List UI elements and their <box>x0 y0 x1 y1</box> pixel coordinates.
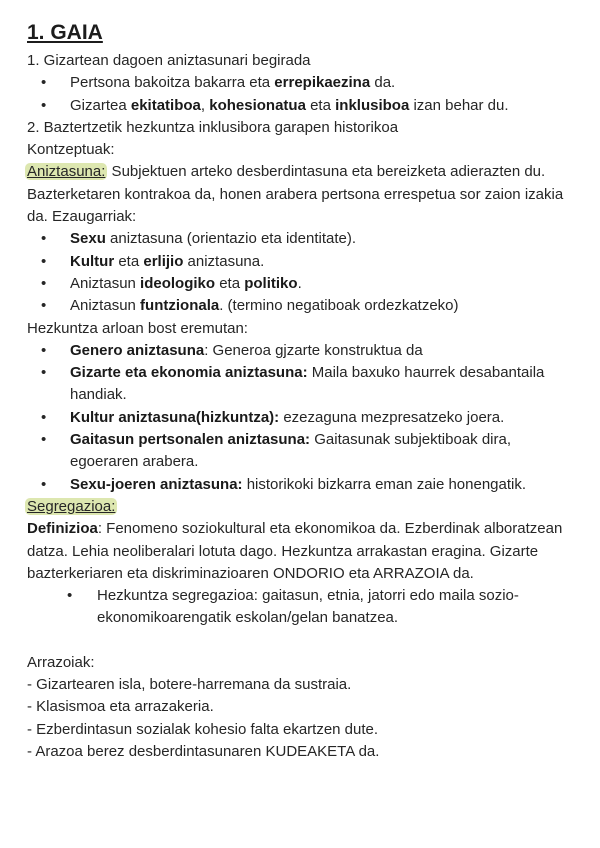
bold-text: kohesionatua <box>209 96 306 114</box>
text: aniztasuna (orientazio eta identitate). <box>105 230 357 248</box>
list-item <box>27 295 572 317</box>
arrazoiak-item: - Klasismoa eta arrazakeria. <box>27 698 214 716</box>
text: Gaitasunak subjektiboak dira, egoeraren arabera. <box>70 431 512 471</box>
text: : Generoa gjzarte konstruktua da <box>204 341 423 359</box>
kontzeptuak-heading: Kontzeptuak: <box>27 141 115 159</box>
bold-text: Sexu-joeren aniztasuna: <box>70 475 243 493</box>
bullet-icon: • <box>41 96 47 114</box>
bold-text: ideologiko <box>140 274 216 292</box>
segregazioa-definition <box>27 518 572 585</box>
list-item <box>27 72 572 94</box>
document-page <box>27 20 572 763</box>
bold-text: Gaitasun pertsonalen aniztasuna: <box>70 431 311 449</box>
bold-text: Genero aniztasuna <box>70 341 205 359</box>
hezkuntza-heading: Hezkuntza arloan bost eremutan: <box>27 319 248 337</box>
aniztasuna-highlight: Aniztasuna: <box>27 163 106 181</box>
aniztasuna-text: Subjektuen arteko desberdintasuna eta bereizketa adierazten du. Bazterketaren kontrakoa da, honen arabera pertsona errespetua sor zaion izakia da. Ezaugarriak: <box>27 163 564 226</box>
bullet-icon: • <box>41 341 47 359</box>
list-item <box>27 585 572 630</box>
text: izan behar du. <box>409 96 509 114</box>
arrazoiak-item: - Gizartearen isla, botere-harremana da sustraia. <box>27 676 352 694</box>
bullet-icon: • <box>41 297 47 315</box>
bold-text: ekitatiboa <box>130 96 201 114</box>
bold-text: errepikaezina <box>274 74 371 92</box>
list-item <box>27 407 572 429</box>
bullet-icon: • <box>41 274 47 292</box>
text: aniztasuna. <box>183 252 265 270</box>
list-item <box>27 228 572 250</box>
text: ezezaguna mezpresatzeko joera. <box>279 408 505 426</box>
spacer <box>27 630 572 652</box>
segregazioa-highlight: Segregazioa: <box>27 497 116 515</box>
bullet-icon: • <box>41 230 47 248</box>
text: , <box>200 96 210 114</box>
text: . (termino negatiboak ordezkatzeko) <box>219 297 459 315</box>
bold-text: Sexu <box>70 230 106 248</box>
text: Aniztasun <box>70 297 141 315</box>
section1-list <box>27 72 572 117</box>
definition-label: Definizioa <box>27 520 98 538</box>
text: historikoki bizkarra eman zaie honengatik. <box>242 475 527 493</box>
list-item <box>27 273 572 295</box>
text: Maila baxuko haurrek desabantaila handiak. <box>70 364 545 404</box>
bullet-icon: • <box>41 252 47 270</box>
bullet-icon: • <box>41 74 47 92</box>
arrazoiak-heading: Arrazoiak: <box>27 653 95 671</box>
text: Hezkuntza segregazioa: gaitasun, etnia, jatorri edo maila sozio-ekonomikoarengatik eskolan/gelan banatzea. <box>97 587 519 627</box>
bold-text: inklusiboa <box>335 96 410 114</box>
list-item <box>27 474 572 496</box>
bold-text: Kultur <box>70 252 115 270</box>
text: eta <box>215 274 245 292</box>
list-item <box>27 95 572 117</box>
text: Gizartea <box>70 96 131 114</box>
text: eta <box>114 252 144 270</box>
aniztasuna-paragraph <box>27 161 572 228</box>
bullet-icon: • <box>41 408 47 426</box>
aniztasuna-list <box>27 228 572 317</box>
bullet-icon: • <box>67 587 73 605</box>
bold-text: Kultur aniztasuna(hizkuntza): <box>70 408 280 426</box>
page-title: 1. GAIA <box>27 21 103 44</box>
bullet-icon: • <box>41 475 47 493</box>
hezkuntza-list <box>27 340 572 496</box>
section2-heading: 2. Baztertzetik hezkuntza inklusibora garapen historikoa <box>27 118 399 136</box>
list-item <box>27 251 572 273</box>
arrazoiak-item: - Ezberdintasun sozialak kohesio falta ekartzen dute. <box>27 720 379 738</box>
section1-heading: 1. Gizartean dagoen aniztasunari begirada <box>27 52 311 69</box>
bold-text: Gizarte eta ekonomia aniztasuna: <box>70 364 308 382</box>
text: Aniztasun <box>70 274 141 292</box>
bullet-icon: • <box>41 364 47 382</box>
bullet-icon: • <box>41 431 47 449</box>
definition-text: : Fenomeno soziokultural eta ekonomikoa da. Ezberdinak alboratzean datza. Lehia neoliberalari lotuta dago. Hezkuntza arrakastan eragina. Gizarte bazterkeriaren eta diskriminazioaren ONDORIO eta ARRAZOIA da. <box>27 520 563 582</box>
list-item <box>27 340 572 362</box>
text: eta <box>305 96 336 114</box>
bold-text: erlijio <box>143 252 184 270</box>
segregazioa-list <box>27 585 572 630</box>
arrazoiak-item: - Arazoa berez desberdintasunaren KUDEAKETA da. <box>27 742 380 760</box>
text: . <box>297 274 302 292</box>
bold-text: politiko <box>244 274 298 292</box>
text: da. <box>370 74 396 92</box>
text: Pertsona bakoitza bakarra eta <box>70 74 275 92</box>
segregazioa-heading <box>27 496 572 518</box>
list-item <box>27 429 572 474</box>
list-item <box>27 362 572 407</box>
bold-text: funtzionala <box>140 297 220 315</box>
